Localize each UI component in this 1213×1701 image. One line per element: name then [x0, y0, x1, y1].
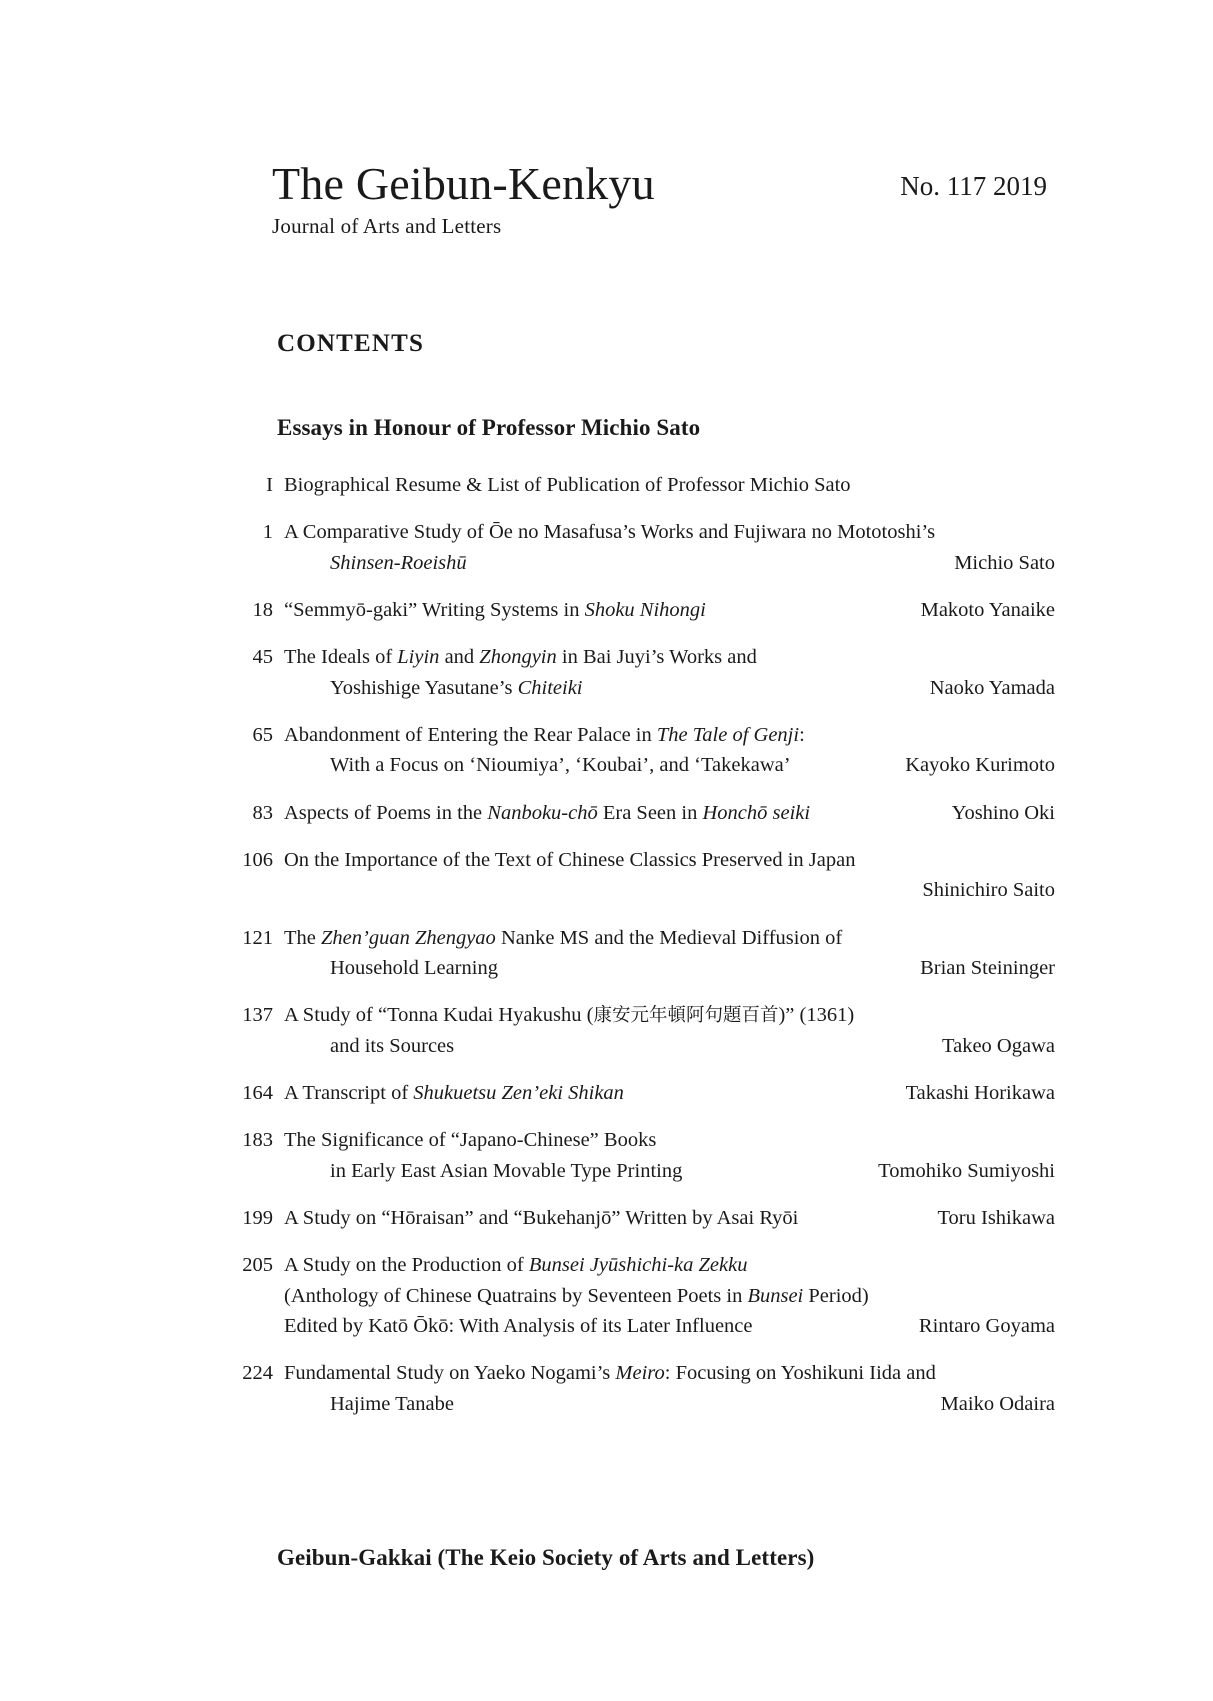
toc-line [284, 798, 1055, 828]
toc-entry[interactable] [225, 470, 1055, 500]
toc-entry-body [284, 1203, 1055, 1233]
toc-entry[interactable] [225, 1000, 1055, 1061]
toc-entry[interactable] [225, 1078, 1055, 1108]
toc-entry-body [284, 1358, 1055, 1419]
toc-entry[interactable] [225, 845, 1055, 906]
toc-title: Biographical Resume & List of Publication of Professor Michio Sato [284, 474, 851, 496]
toc-title-italic: Shoku Nihongi [584, 598, 706, 621]
toc-entry-body [284, 1000, 1055, 1061]
toc-author: Brian Steininger [920, 956, 1055, 979]
toc-title-italic: Zhen’guan Zhengyao [321, 926, 496, 949]
masthead [272, 160, 1052, 239]
toc-line [284, 1358, 1055, 1388]
toc-title-part: A Study of “Tonna Kudai Hyakushu ( [284, 1004, 594, 1027]
toc-author: Rintaro Goyama [918, 1314, 1055, 1337]
toc-entry-body [284, 798, 1055, 828]
toc-title-italic: Bunsei Jyūshichi-ka Zekku [528, 1254, 748, 1277]
toc-page-number: 137 [242, 1004, 273, 1027]
toc-page-number: 83 [252, 801, 273, 824]
toc-title-part: Era Seen in [597, 801, 703, 824]
journal-title: The Geibun-Kenkyu [272, 158, 655, 209]
toc-title [284, 720, 817, 750]
toc-author: Yoshino Oki [951, 801, 1055, 824]
toc-title-part: Nanke MS and the Medieval Diffusion of [495, 926, 843, 949]
toc-title [284, 923, 854, 953]
toc-author: Maiko Odaira [940, 1392, 1055, 1415]
section-heading: Essays in Honour of Professor Michio Sato [277, 415, 701, 440]
toc-page-number: 45 [252, 646, 273, 669]
toc-entry-body [284, 642, 1055, 703]
toc-line [284, 1000, 1055, 1030]
toc-title-part: The Ideals of [284, 646, 398, 669]
toc-author: Tomohiko Sumiyoshi [878, 1159, 1055, 1182]
toc-title-cjk: 康安元年頓阿句題百首 [593, 1005, 779, 1027]
toc-entry-body [284, 595, 1055, 625]
toc-title-italic: Bunsei [747, 1284, 804, 1307]
toc-line [284, 1078, 1055, 1108]
toc-title-italic: Liyin [397, 646, 440, 669]
toc-entry[interactable] [225, 1358, 1055, 1419]
toc-title-part: “Semmyō-gaki” Writing Systems in [284, 598, 585, 621]
table-of-contents [225, 470, 1055, 1436]
toc-title-part: )” (1361) [778, 1004, 855, 1027]
toc-title-part: Abandonment of Entering the Rear Palace in [284, 723, 657, 746]
toc-line [284, 923, 1055, 953]
toc-title: A Comparative Study of Ōe no Masafusa’s Works and Fujiwara no Mototoshi’s [284, 521, 936, 544]
toc-page-number: 18 [252, 598, 273, 621]
toc-title-part: The [284, 926, 321, 949]
toc-title [284, 642, 769, 672]
toc-entry[interactable] [225, 798, 1055, 828]
toc-page-number: 65 [252, 723, 273, 746]
toc-line [284, 673, 1055, 703]
toc-line [284, 1125, 1055, 1155]
toc-line [284, 845, 1055, 875]
toc-title-cont: With a Focus on ‘Nioumiya’, ‘Koubai’, and ‘Takekawa’ [330, 754, 791, 777]
toc-line [284, 642, 1055, 672]
toc-author: Naoko Yamada [929, 676, 1055, 699]
journal-subtitle: Journal of Arts and Letters [272, 214, 502, 239]
toc-line [284, 548, 1055, 578]
toc-entry-body [284, 517, 1055, 578]
contents-heading: CONTENTS [277, 330, 425, 357]
toc-entry[interactable] [225, 642, 1055, 703]
toc-line [284, 720, 1055, 750]
toc-author: Makoto Yanaike [920, 598, 1055, 621]
toc-author: Takeo Ogawa [942, 1034, 1055, 1057]
toc-page-number: 1 [262, 521, 273, 544]
toc-line [284, 1156, 1055, 1186]
toc-line [284, 517, 1055, 547]
toc-page-number: 106 [242, 848, 273, 871]
toc-title-cont: in Early East Asian Movable Type Printing [330, 1159, 683, 1182]
toc-entry[interactable] [225, 1125, 1055, 1186]
toc-title-cont: Hajime Tanabe [330, 1392, 454, 1415]
toc-entry[interactable] [225, 923, 1055, 984]
toc-title-part: Aspects of Poems in the [284, 801, 488, 824]
toc-title-cont [284, 673, 595, 703]
toc-title-part: and [439, 646, 480, 669]
toc-entry-body [284, 470, 1055, 500]
toc-title-part: A Study on the Production of [284, 1254, 529, 1277]
toc-entry-body [284, 720, 1055, 781]
toc-title-part: Period) [803, 1284, 869, 1307]
toc-title: A Study on “Hōraisan” and “Bukehanjō” Written by Asai Ryōi [284, 1206, 799, 1229]
toc-title-part: : Focusing on Yoshikuni Iida and [664, 1362, 936, 1385]
toc-line [284, 1031, 1055, 1061]
toc-line [284, 470, 1055, 500]
toc-line [284, 1281, 1055, 1311]
toc-title: The Significance of “Japano-Chinese” Books [284, 1129, 657, 1152]
toc-title-part: : [799, 723, 805, 746]
toc-title [284, 1078, 636, 1108]
toc-page-number: 224 [242, 1362, 273, 1385]
toc-title-part: Fundamental Study on Yaeko Nogami’s [284, 1362, 616, 1385]
toc-entry-body [284, 1078, 1055, 1108]
toc-author: Takashi Horikawa [905, 1081, 1055, 1104]
toc-entry[interactable] [225, 720, 1055, 781]
issue-number: No. 117 2019 [900, 171, 1047, 202]
toc-title-cont: Edited by Katō Ōkō: With Analysis of its Later Influence [284, 1314, 753, 1337]
toc-line [284, 875, 1055, 905]
toc-title [284, 1250, 759, 1280]
toc-entry[interactable] [225, 595, 1055, 625]
toc-author: Toru Ishikawa [937, 1206, 1055, 1229]
toc-title-italic: Shinsen-Roeishū [330, 551, 467, 574]
masthead-row [272, 160, 1052, 208]
toc-line [284, 953, 1055, 983]
toc-title-italic: Nanboku-chō [487, 801, 598, 824]
toc-title-cont [284, 1281, 881, 1311]
toc-line [284, 595, 1055, 625]
toc-line [284, 1250, 1055, 1280]
toc-title [284, 1000, 866, 1030]
toc-page-number: 121 [242, 926, 273, 949]
toc-title-italic: The Tale of Genji [656, 723, 800, 746]
toc-author: Shinichiro Saito [922, 879, 1055, 902]
toc-title-italic: Shukuetsu Zen’eki Shikan [413, 1081, 624, 1104]
toc-page-number: 183 [242, 1129, 273, 1152]
toc-entry[interactable] [225, 1203, 1055, 1233]
toc-title-cont: Household Learning [330, 956, 498, 979]
toc-title-cont: and its Sources [330, 1034, 455, 1057]
toc-page-number: 164 [242, 1081, 273, 1104]
toc-line [284, 1311, 1055, 1341]
toc-entry-body [284, 1250, 1055, 1341]
toc-title-italic: Meiro [615, 1362, 665, 1385]
publisher-name: Geibun-Gakkai (The Keio Society of Arts and Letters) [277, 1545, 815, 1570]
toc-author: Kayoko Kurimoto [905, 754, 1055, 777]
toc-entry-body [284, 923, 1055, 984]
toc-line [284, 1389, 1055, 1419]
toc-entry-body [284, 1125, 1055, 1186]
toc-title: On the Importance of the Text of Chinese Classics Preserved in Japan [284, 848, 856, 871]
toc-entry[interactable] [225, 1250, 1055, 1341]
toc-line [284, 1203, 1055, 1233]
toc-title-part: Yoshishige Yasutane’s [330, 676, 518, 699]
toc-entry[interactable] [225, 517, 1055, 578]
toc-title-italic: Honchō seiki [702, 801, 811, 824]
toc-author: Michio Sato [954, 551, 1055, 574]
toc-page-number: 205 [242, 1254, 273, 1277]
toc-line [284, 750, 1055, 780]
toc-title-italic: Chiteiki [517, 676, 583, 699]
toc-title-italic: Zhongyin [479, 646, 557, 669]
toc-title-cont [284, 548, 479, 578]
toc-title-part: A Transcript of [284, 1081, 414, 1104]
toc-title [284, 798, 822, 828]
toc-title-part: in Bai Juyi’s Works and [556, 646, 757, 669]
toc-title-part: (Anthology of Chinese Quatrains by Seventeen Poets in [284, 1284, 748, 1307]
toc-page-number: I [266, 474, 273, 496]
toc-title [284, 1358, 948, 1388]
toc-title [284, 595, 718, 625]
toc-entry-body [284, 845, 1055, 906]
toc-page-number: 199 [242, 1206, 273, 1229]
